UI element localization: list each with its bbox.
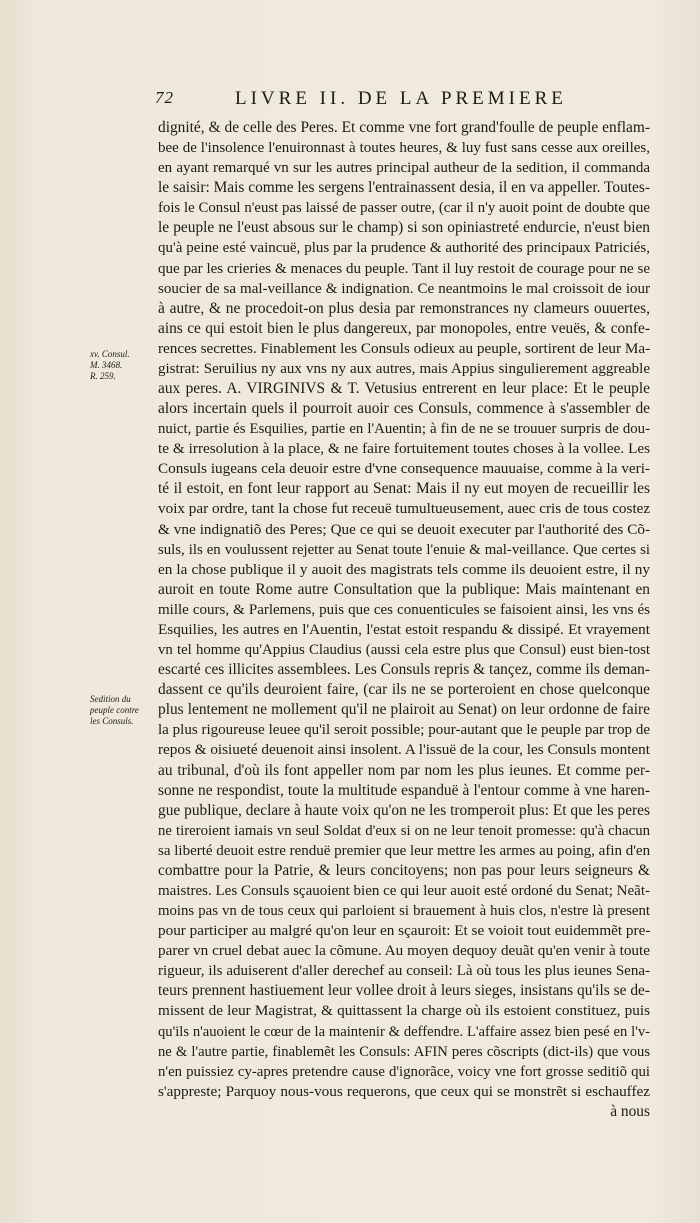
text-line: plus lentement ne mollement qu'il ne plairoit au Senat) on leur ordonne de faire <box>158 701 650 719</box>
text-line: escarté ces illicites assemblees. Les Consuls repris & tançez, comme ils deman- <box>158 661 650 679</box>
text-line: qu'à peine esté vaincuë, plus par la prudence & authorité des principaux Patriciés, <box>158 240 650 257</box>
text-line: alors incertain quels il pourroit auoir ces Consuls, commence à s'assembler de <box>158 400 650 418</box>
text-line: maistres. Les Consuls sçauoient bien ce qui leur auoit esté ordoné du Senat; Neãt- <box>158 882 650 899</box>
text-line: voix par ordre, tant la chose fut receuë tumultueusement, auec cris de tous costez <box>158 500 651 518</box>
running-title: LIVRE II. DE LA PREMIERE <box>235 88 567 109</box>
margin-note-line: R. 259. <box>90 371 116 381</box>
text-line: parer vn cruel debat auec la cõmune. Au moyen dequoy deuãt qu'en venir à toute <box>158 942 650 960</box>
text-line: sa liberté deuoit estre renduë premier que leur mettre les armes au poing, afin d'en <box>158 842 651 859</box>
text-line: teurs prennent hastiuement leur vollee droit à leurs sieges, insistans qu'ils se de- <box>158 982 650 1000</box>
page-header <box>155 88 625 112</box>
text-line: pour participer au malgré qu'on leur en sçauroit: Et se voioit tout euidemmẽt pre- <box>158 922 651 940</box>
margin-note-line: M. 3468. <box>90 360 123 370</box>
text-line: auroit en toute Rome autre Consultation que la publique: Mais maintenant en <box>158 580 650 598</box>
text-line: Esquilies, les autres en l'Auentin, l'estat estoit respandu & dissipé. Et vrayement <box>158 620 650 638</box>
text-line: nuict, partie és Esquilies, partie en l'Auentin; à fin de ne se trouuer surpris de dou- <box>158 421 650 438</box>
text-line: combattre pour la Patrie, & leurs concitoyens; non pas pour leurs seigneurs & <box>158 861 650 879</box>
text-line: rigueur, ils aduiserent d'aller derechef au conseil: Là où tous les plus ieunes Sena- <box>158 963 650 980</box>
text-line: repos & oisiueté deuenoit ainsi insolent. A l'issuë de la cour, les Consuls montent <box>158 741 650 759</box>
text-line: le saisir: Mais comme les sergens l'entrainassent desia, il en va appeller. Toutes- <box>158 179 650 197</box>
text-line: le peuple ne l'eust absous sur le champ) si son opiniastreté endurcie, n'eust bien <box>158 219 650 237</box>
body-text <box>158 118 650 1122</box>
text-line: en ayant remarqué vn sur les autres principal autheur de la sedition, il commanda <box>158 160 650 177</box>
text-line: té il estoit, en font leur rapport au Senat: Mais il ny eut moyen de recueillir les <box>158 480 650 498</box>
text-line: vn tel homme qu'Appius Claudius (aussi cela estre plus que Consul) eust bien-tost <box>158 642 650 659</box>
text-line: s'apprestе; Parquoy nous-vous requerons, que ceux qui se monstrẽt si eschauffez <box>158 1082 650 1100</box>
margin-note-consul <box>90 349 152 382</box>
text-line: gue publique, declare à haute voix qu'on ne les tromperoit plus: Et que les peres <box>158 801 650 819</box>
text-line: fois le Consul n'eust pas laissé de passer outre, (car il n'y auoit point de doubte que <box>158 200 650 217</box>
text-line: mille cours, & Parlemens, puis que ces conuenticules se faisoient ainsi, les vns és <box>158 601 650 618</box>
text-line: ne tireroient iamais vn seul Soldat d'eux si on ne leur tenoit promesse: qu'à chacun <box>158 822 650 839</box>
text-line: n'en puissiez cy-apres pretendre cause d'ignorãce, voicy vne fort grosse seditiõ qui <box>158 1063 650 1080</box>
text-line: dassent ce qu'ils deuroient faire, (car ils ne se porteroient en chose quelconque <box>158 681 650 699</box>
text-line: sonne ne respondist, toute la multitude espanduë à l'entour comme à vne haren- <box>158 781 650 799</box>
text-line: ne & l'autre partie, finablemẽt les Consuls: AFIN peres cõscripts (dict-ils) que vous <box>158 1043 650 1060</box>
margin-note-line: xv. Consul. <box>90 349 130 359</box>
text-line: au tribunal, d'où ils font appeller nom par nom les plus ieunes. Et comme per- <box>158 761 650 779</box>
text-line: à autre, & ne procedoit-on plus desia par remonstrances ny clameurs ouuertes, <box>158 299 650 317</box>
text-line: moins pas vn de tous ceux qui parloient si brauement à huis clos, n'estre là present <box>158 903 650 920</box>
margin-note-line: peuple contre <box>90 705 139 715</box>
text-line: gistrat: Seruilius ny aux vns ny aux autres, mais Appius singulierement aggreable <box>158 360 650 377</box>
text-line: ains ce qui estoit bien le plus dangereux, par monopoles, entre veuës, & confe- <box>158 319 650 337</box>
text-line: aux peres. A. VIRGINIVS & T. Vetusius entrerent en leur place: Et le peuple <box>158 380 650 398</box>
page-number: 72 <box>155 88 174 107</box>
text-line: missent de leur Magistrat, & quittassent la charge où ils estoient constituez, puis <box>158 1002 650 1020</box>
text-line: Consuls iugeans cela deuoir estre d'vne consequence mauuaise, comme à la veri- <box>158 460 650 478</box>
text-line: bee de l'insolence l'enuironnast à toutes heures, & luy fust sans cesse aux oreilles, <box>158 140 650 157</box>
text-line: suls, ils en voulussent rejetter au Senat toute l'enuie & mal-veillance. Que certes si <box>158 541 650 558</box>
text-line: & vne indignatiõ des Peres; Que ce qui se deuoit executer par l'authorité des Cõ- <box>158 520 650 538</box>
margin-note-line: les Consuls. <box>90 716 134 726</box>
text-line: soucier de sa mal-veillance & indignation. Ce neantmoins le mal croissoit de iour <box>158 280 650 297</box>
margin-note-line: Sedition du <box>90 694 131 704</box>
margin-note-sedition <box>90 694 152 727</box>
text-line: en la chose publique il y auoit des magistrats tels comme ils deuoient estre, il ny <box>158 560 650 578</box>
text-line: que par les crieries & menaces du peuple. Tant il luy restoit de courage pour ne se <box>158 260 650 277</box>
text-line: dignité, & de celle des Peres. Et comme vne fort grand'foulle de peuple enflam- <box>158 119 650 136</box>
text-line: la plus rigoureuse leuee qu'il seroit possible; pour-autant que le peuple par trop de <box>158 722 650 739</box>
text-line: rences secrettes. Finablement les Consuls odieux au peuple, sortirent de leur Ma- <box>158 339 651 357</box>
text-line: qu'ils n'auoient le cœur de la maintenir & deffendre. L'affaire assez bien pesé en l'v- <box>158 1023 650 1040</box>
text-line: te & irresolution à la place, & ne faire fortuitement toutes choses à la vollee. Les <box>158 440 650 458</box>
text-line: à nous <box>610 1102 650 1120</box>
